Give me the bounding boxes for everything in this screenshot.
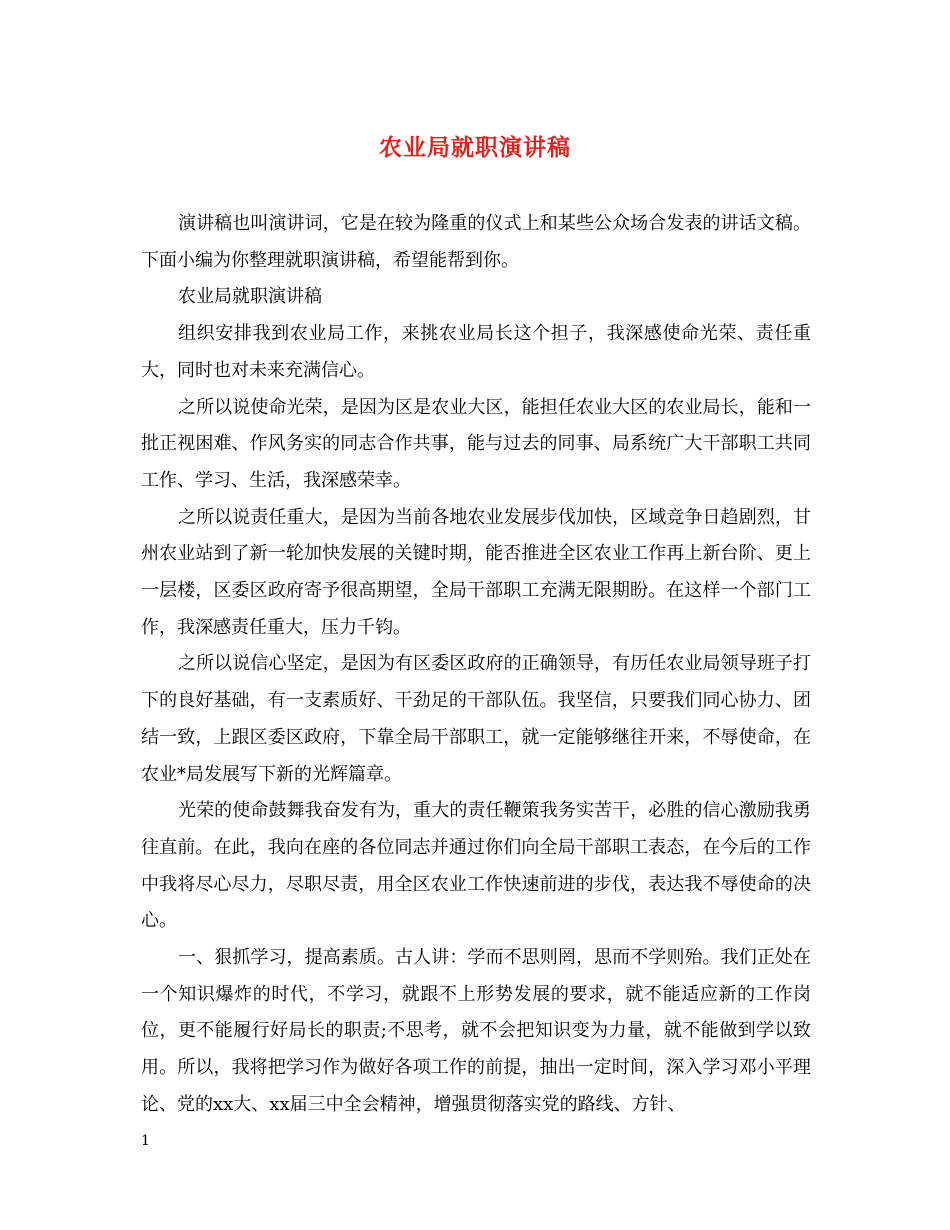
paragraph: 光荣的使命鼓舞我奋发有为，重大的责任鞭策我务实苦干，必胜的信心激励我勇往直前。在此，我向在座的各位同志并通过你们向全局干部职工表态，在今后的工作中我将尽心尽力，尽职尽责，用全区农业工作快速前进的步伐，表达我不辱使命的决心。 (141, 800, 811, 932)
page-number: 1 (141, 1133, 150, 1149)
paragraph: 之所以说使命光荣，是因为区是农业大区，能担任农业大区的农业局长，能和一批正视困难、作风务实的同志合作共事，能与过去的同事、局系统广大干部职工共同工作、学习、生活，我深感荣幸。 (141, 396, 811, 491)
document-body (141, 206, 811, 1124)
paragraph: 之所以说责任重大，是因为当前各地农业发展步伐加快，区域竞争日趋剧烈，甘州农业站到了新一轮加快发展的关键时期，能否推进全区农业工作再上新台阶、更上一层楼，区委区政府寄予很高期望，全局干部职工充满无限期盼。在这样一个部门工作，我深感责任重大，压力千钧。 (141, 506, 811, 638)
paragraph: 一、狠抓学习，提高素质。古人讲：学而不思则罔，思而不学则殆。我们正处在一个知识爆炸的时代，不学习，就跟不上形势发展的要求，就不能适应新的工作岗位，更不能履行好局长的职责;不思考，就不会把知识变为力量，就不能做到学以致用。所以，我将把学习作为做好各项工作的前提，抽出一定时间，深入学习邓小平理论、党的xx大、xx届三中全会精神，增强贯彻落实党的路线、方针、 (141, 947, 811, 1115)
paragraph-heading: 农业局就职演讲稿 (178, 286, 322, 308)
paragraph: 之所以说信心坚定，是因为有区委区政府的正确领导，有历任农业局领导班子打下的良好基础，有一支素质好、干劲足的干部队伍。我坚信，只要我们同心协力、团结一致，上跟区委区政府，下靠全局干部职工，就一定能够继往开来，不辱使命，在农业*局发展写下新的光辉篇章。 (141, 653, 811, 785)
paragraph: 组织安排我到农业局工作，来挑农业局长这个担子，我深感使命光荣、责任重大，同时也对未来充满信心。 (141, 323, 811, 381)
paragraph: 演讲稿也叫演讲词，它是在较为隆重的仪式上和某些公众场合发表的讲话文稿。下面小编为你整理就职演讲稿，希望能帮到你。 (141, 213, 811, 271)
document-title: 农业局就职演讲稿 (379, 134, 571, 161)
